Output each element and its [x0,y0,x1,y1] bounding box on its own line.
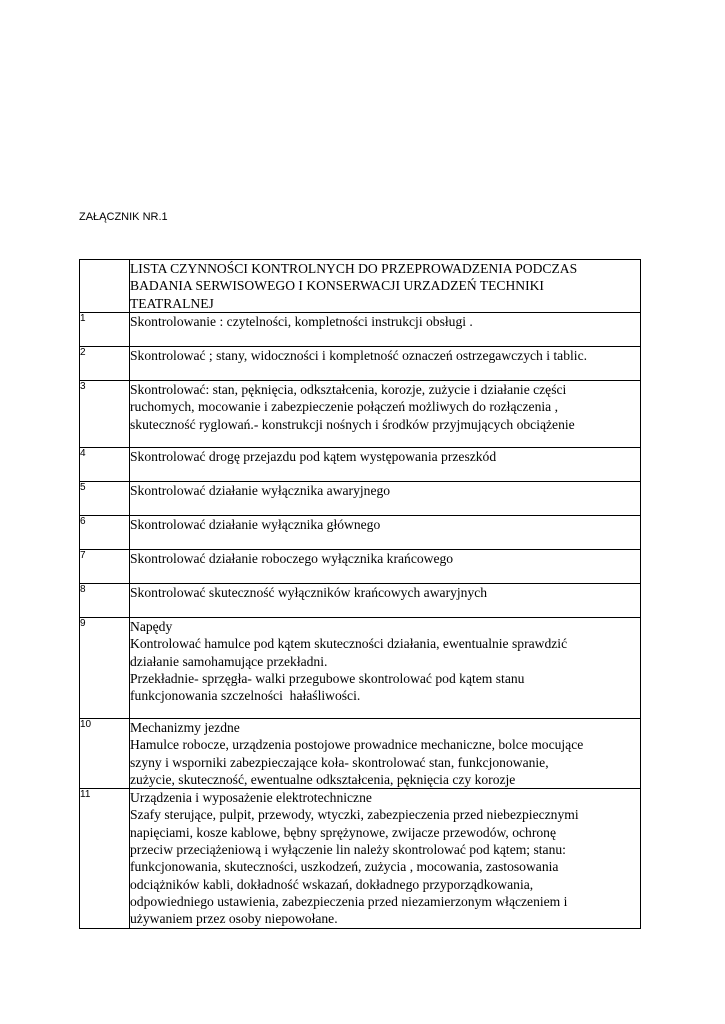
row-text-line: Skontrolowanie : czytelności, kompletności instrukcji obsługi . [130,314,473,329]
row-text-line: Skontrolować drogę przejazdu pod kątem występowania przeszkód [130,449,497,464]
row-text-line: ruchomych, mocowanie i zabezpieczenie połączeń możliwych do rozłączenia , [130,399,558,415]
row-text-line: Skontrolować działanie roboczego wyłącznika krańcowego [130,551,454,566]
row-text [130,789,641,928]
header-number-cell [80,260,130,313]
row-text [130,719,641,789]
header-title-line: LISTA CZYNNOŚCI KONTROLNYCH DO PRZEPROWADZENIA PODCZAS [130,261,578,276]
table-row [80,789,641,928]
row-number: 6 [80,516,130,550]
row-text-line: Kontrolować hamulce pod kątem skuteczności działania, ewentualnie sprawdzić [130,636,568,652]
row-text [130,347,641,381]
row-text-line: odpowiedniego ustawienia, zabezpieczenia przed niezamierzonym włączeniem i [130,893,568,909]
row-text [130,482,641,516]
row-text [130,448,641,482]
row-text-line: Mechanizmy jezdne [130,720,240,735]
row-number: 7 [80,550,130,584]
row-text [130,618,641,719]
row-text-line: Skontrolować: stan, pęknięcia, odkształcenia, korozje, zużycie i działanie części [130,382,567,397]
header-title-line: BADANIA SERWISOWEGO I KONSERWACJI URZADZEŃ TECHNIKI [130,278,544,294]
table-row [80,313,641,347]
row-text-line: Szafy sterujące, pulpit, przewody, wtyczki, zabezpieczenia przed niebezpiecznymi [130,807,579,823]
row-text [130,313,641,347]
table-row [80,719,641,789]
row-text-line: odciążników kabli, dokładność wskazań, dokładnego przyporządkowania, [130,876,534,892]
row-text-line: Skontrolować ; stany, widoczności i kompletność oznaczeń ostrzegawczych i tablic. [130,348,588,363]
row-text-line: używaniem przez osoby niepowołane. [130,911,338,927]
row-text-line: Skontrolować skuteczność wyłączników krańcowych awaryjnych [130,585,488,600]
row-text-line: działanie samohamujące przekładni. [130,653,328,669]
row-text-line: funkcjonowania, skuteczności, uszkodzeń, zużycia , mocowania, zastosowania [130,859,559,875]
row-number: 8 [80,584,130,618]
row-text-line: funkcjonowania szczelności hałaśliwości. [130,688,361,704]
checklist-table [79,259,641,929]
table-row [80,482,641,516]
table-row [80,347,641,381]
table-row [80,516,641,550]
table-header-row [80,260,641,313]
row-text-line: zużycie, skuteczność, ewentualne odkształcenia, pęknięcia czy korozje [130,771,516,787]
row-number: 9 [80,618,130,719]
header-title-cell [130,260,641,313]
row-number: 3 [80,381,130,448]
row-number: 11 [80,789,130,928]
row-text-line: napięciami, kosze kablowe, bębny sprężynowe, zwijacze przewodów, ochronę [130,824,557,840]
row-number: 5 [80,482,130,516]
row-text-line: szyny i wsporniki zabezpieczające koła- skontrolować stan, funkcjonowanie, [130,754,549,770]
table-row [80,381,641,448]
row-text-line: Napędy [130,619,173,634]
row-text-line: Skontrolować działanie wyłącznika głównego [130,517,381,532]
row-text-line: przeciw przeciążeniową i wyłączenie lin należy skontrolować pod kątem; stanu: [130,842,566,858]
row-number: 10 [80,719,130,789]
row-text [130,381,641,448]
row-text-line: Urządzenia i wyposażenie elektrotechniczne [130,790,372,806]
row-text [130,516,641,550]
table-row [80,618,641,719]
row-number: 1 [80,313,130,347]
row-text-line: skuteczność ryglowań.- konstrukcji nośnych i środków przyjmujących obciążenie [130,416,575,432]
attachment-label: ZAŁĄCZNIK NR.1 [79,211,168,223]
row-number: 4 [80,448,130,482]
row-text-line: Skontrolować działanie wyłącznika awaryjnego [130,483,391,498]
row-text [130,550,641,584]
row-text-line: Przekładnie- sprzęgła- walki przegubowe skontrolować pod kątem stanu [130,670,525,686]
table-row [80,448,641,482]
header-title-line: TEATRALNEJ [130,295,214,311]
table-row [80,584,641,618]
row-text [130,584,641,618]
row-number: 2 [80,347,130,381]
row-text-line: Hamulce robocze, urządzenia postojowe prowadnice mechaniczne, bolce mocujące [130,737,584,753]
table-row [80,550,641,584]
